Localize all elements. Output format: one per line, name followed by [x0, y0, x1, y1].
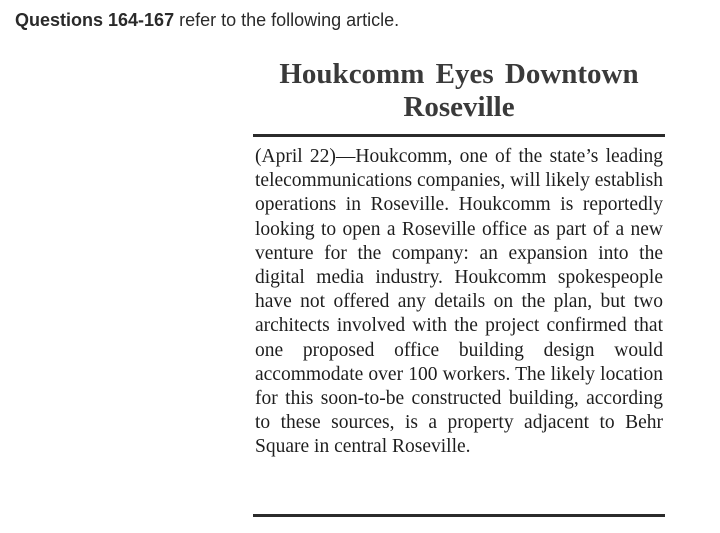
- instruction-line: [15, 10, 399, 31]
- article-body: (April 22)—Houkcomm, one of the state’s leading telecommunications companies, will likely establish operations in Roseville. Houkcomm is reportedly looking to open a Roseville office as part of a new venture for the company: an expansion into the digital media industry. Houkcomm spokespeople have not offered any details on the plan, but two architects involved with the project confirmed that one proposed office building design would accommodate over 100 workers. The likely location for this soon-to-be constructed building, according to these sources, is a property adjacent to Behr Square in central Roseville.: [255, 146, 663, 458]
- question-range-label: Questions 164-167: [15, 10, 175, 30]
- article-headline: Houkcomm Eyes Downtown Roseville: [279, 58, 639, 123]
- article-bottom-divider: [253, 514, 665, 517]
- instruction-text: refer to the following article.: [174, 10, 400, 30]
- headline-divider: [253, 134, 665, 137]
- article: [253, 58, 665, 460]
